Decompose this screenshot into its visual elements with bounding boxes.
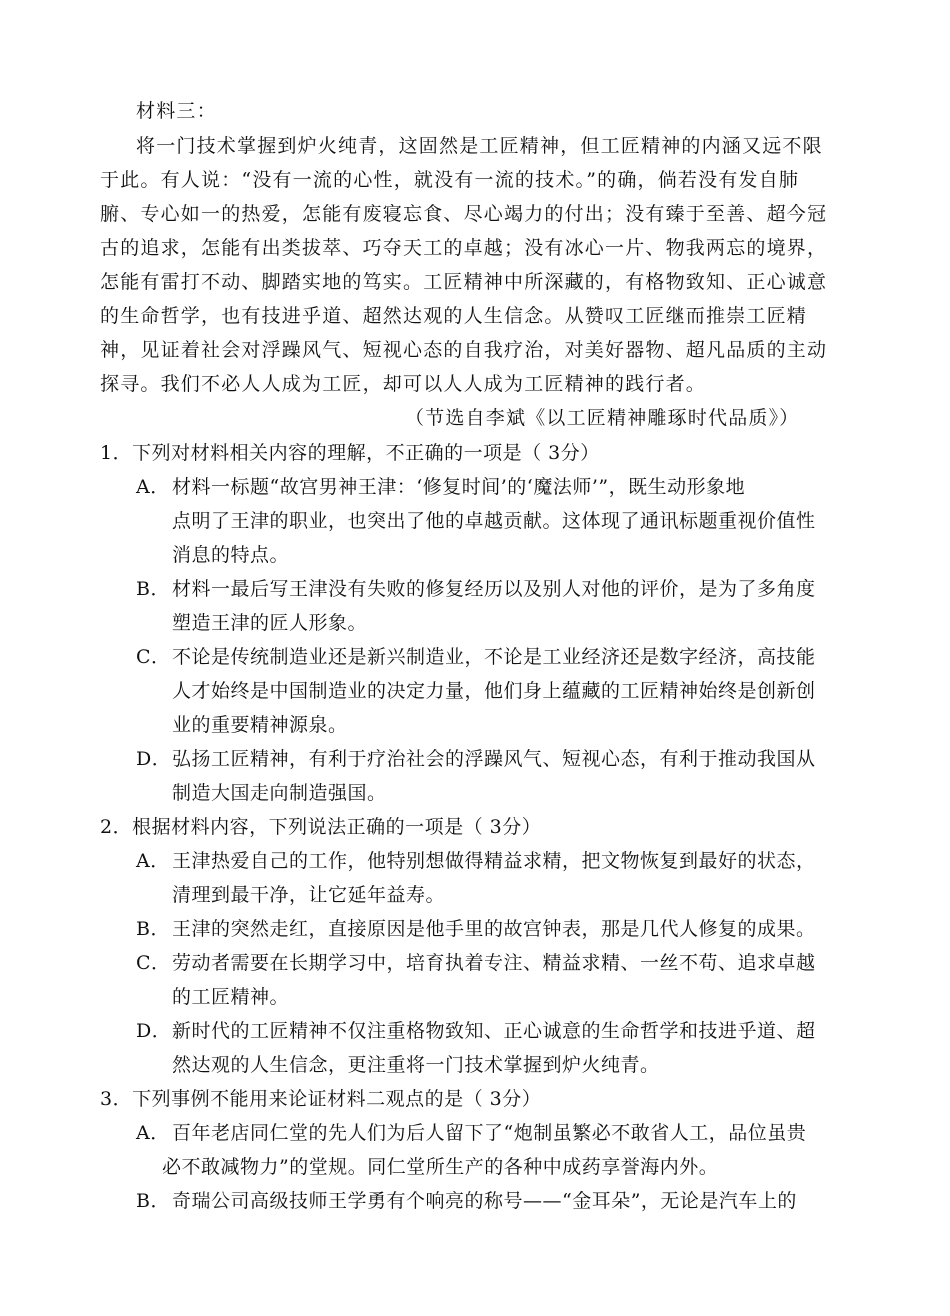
question-stem: 2．根据材料内容，下列说法正确的一项是（ 3分） <box>100 816 542 838</box>
question-stem: 3．下列事例不能用来论证材料二观点的是（ 3分） <box>100 1088 542 1110</box>
option-letter: D． <box>136 748 172 770</box>
option-letter: B． <box>136 1190 170 1212</box>
option-letter: B． <box>136 918 170 940</box>
option-line: 清理到最干净，让它延年益寿。 <box>172 884 446 906</box>
option-line: 新时代的工匠精神不仅注重格物致知、正心诚意的生命哲学和技进乎道、超 <box>172 1020 816 1042</box>
option-letter: C． <box>136 952 171 974</box>
material-heading: 材料三： <box>136 100 217 122</box>
paragraph-line: 古的追求，怎能有出类拔萃、巧夺天工的卓越；没有冰心一片、物我两忘的境界， <box>100 237 828 259</box>
paragraph-line: 探寻。我们不必人人成为工匠，却可以人人成为工匠精神的践行者。 <box>100 373 707 395</box>
option-letter: A． <box>136 1122 170 1144</box>
option-line: 必不敢减物力”的堂规。同仁堂所生产的各种中成药享誉海内外。 <box>162 1156 719 1178</box>
option-letter: A． <box>136 850 170 872</box>
option-line: 点明了王津的职业，也突出了他的卓越贡献。这体现了通讯标题重视价值性 <box>172 510 816 532</box>
option-line: 的工匠精神。 <box>172 986 290 1008</box>
option-letter: D． <box>136 1020 172 1042</box>
paragraph-line: 腑、专心如一的热爱，怎能有废寝忘食、尽心竭力的付出；没有臻于至善、超今冠 <box>100 203 828 225</box>
option-line: 不论是传统制造业还是新兴制造业，不论是工业经济还是数字经济，高技能 <box>172 646 816 668</box>
paragraph-line: 将一门技术掌握到炉火纯青，这固然是工匠精神，但工匠精神的内涵又远不限 <box>136 135 823 157</box>
option-line: 王津热爱自己的工作，他特别想做得精益求精，把文物恢复到最好的状态， <box>172 850 816 872</box>
option-line: 材料一标题“故宫男神王津：‘修复时间’的‘魔法师’”，既生动形象地 <box>172 476 746 498</box>
option-line: 消息的特点。 <box>172 544 290 566</box>
option-line: 制造大国走向制造强国。 <box>172 782 387 804</box>
option-letter: A． <box>136 476 170 498</box>
option-line: 弘扬工匠精神，有利于疗治社会的浮躁风气、短视心态，有利于推动我国从 <box>172 748 816 770</box>
question-stem: 1．下列对材料相关内容的理解，不正确的一项是（ 3分） <box>100 442 600 464</box>
option-line: 奇瑞公司高级技师王学勇有个响亮的称号——“金耳朵”，无论是汽车上的 <box>172 1190 797 1212</box>
paragraph-line: 于此。有人说：“没有一流的心性，就没有一流的技术。”的确，倘若没有发自肺 <box>100 169 800 191</box>
option-letter: C． <box>136 646 171 668</box>
option-line: 百年老店同仁堂的先人们为后人留下了“炮制虽繁必不敢省人工，品位虽贵 <box>172 1122 807 1144</box>
option-line: 人才始终是中国制造业的决定力量，他们身上蕴藏的工匠精神始终是创新创 <box>172 680 816 702</box>
paragraph-line: 神，见证着社会对浮躁风气、短视心态的自我疗治，对美好器物、超凡品质的主动 <box>100 339 828 361</box>
option-line: 然达观的人生信念，更注重将一门技术掌握到炉火纯青。 <box>172 1054 660 1076</box>
option-line: 塑造王津的匠人形象。 <box>172 612 368 634</box>
paragraph-line: 的生命哲学，也有技进乎道、超然达观的人生信念。从赞叹工匠继而推崇工匠精 <box>100 305 808 327</box>
paragraph-line: 怎能有雷打不动、脚踏实地的笃实。工匠精神中所深藏的，有格物致知、正心诚意 <box>100 271 828 293</box>
option-line: 王津的突然走红，直接原因是他手里的故宫钟表，那是几代人修复的成果。 <box>172 918 816 940</box>
option-line: 材料一最后写王津没有失败的修复经历以及别人对他的评价，是为了多角度 <box>172 578 816 600</box>
option-line: 业的重要精神源泉。 <box>172 714 348 736</box>
option-line: 劳动者需要在长期学习中，培育执着专注、精益求精、一丝不苟、追求卓越 <box>172 952 816 974</box>
source-citation: （节选自李斌《以工匠精神雕琢时代品质》） <box>405 407 800 429</box>
option-letter: B． <box>136 578 170 600</box>
